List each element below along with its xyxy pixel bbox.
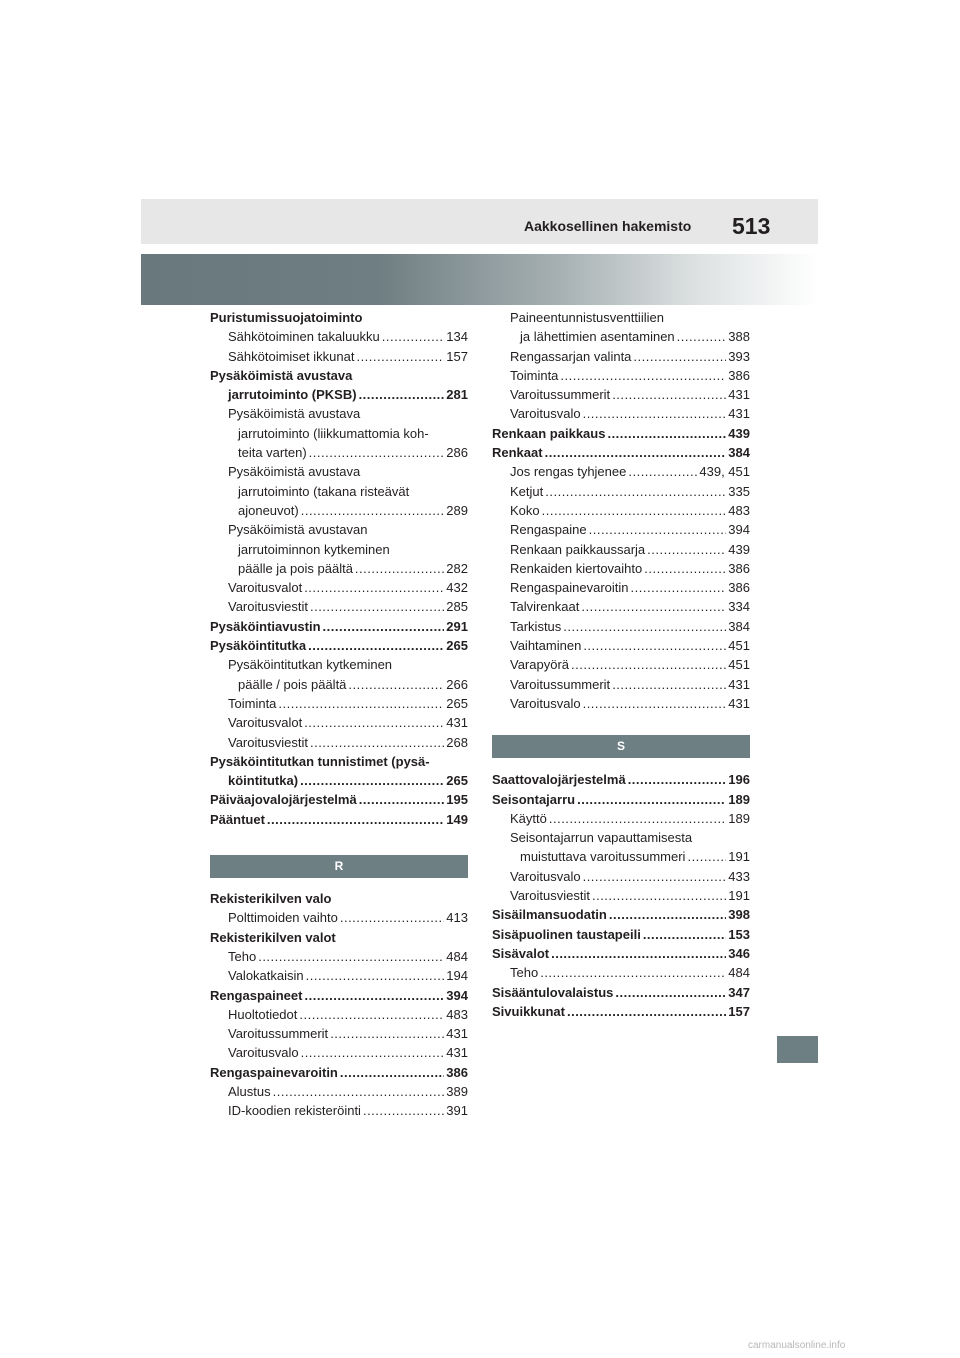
index-entry: Pysäköimistä avustavan: [228, 522, 368, 538]
leader-dots: [571, 655, 726, 674]
leader-dots: [581, 597, 726, 616]
leader-dots: [560, 366, 726, 385]
index-entry-text: Renkaan paikkaussarja: [510, 541, 646, 557]
section-header-r: R: [210, 855, 468, 878]
index-entry: [210, 617, 468, 636]
index-entry: [492, 385, 750, 404]
index-entry: [492, 327, 750, 346]
leader-dots: [348, 675, 444, 694]
index-entry-page: 432: [446, 580, 468, 596]
index-entry-page: 157: [728, 1003, 750, 1019]
index-entry-text: teita varten): [238, 445, 307, 461]
index-entry: [492, 424, 750, 443]
index-entry-page: 398: [728, 907, 750, 923]
leader-dots: [583, 404, 727, 423]
index-entry-text: Varoitusvalot: [228, 715, 303, 731]
index-entry-page: 484: [728, 965, 750, 981]
index-entry-text: Ketjut: [510, 483, 544, 499]
index-entry: [492, 694, 750, 713]
decorative-band: [141, 254, 818, 305]
index-entry-text: Pysäköintiavustin: [210, 618, 321, 634]
index-entry: [210, 675, 468, 694]
index-entry-page: 149: [446, 811, 468, 827]
index-entry: [492, 597, 750, 616]
index-entry: [492, 559, 750, 578]
index-entry-text: Varoitusvalo: [510, 695, 581, 711]
index-entry-text: Vaihtaminen: [510, 638, 582, 654]
index-entry-text: muistuttava varoitussummeri: [520, 849, 686, 865]
index-entry-page: 153: [728, 926, 750, 942]
page-title: Aakkosellinen hakemisto: [524, 218, 692, 234]
index-entry-page: 346: [728, 945, 750, 961]
index-entry-text: Sisävalot: [492, 945, 550, 961]
index-entry: [210, 694, 468, 713]
leader-dots: [330, 1024, 444, 1043]
leader-dots: [359, 385, 445, 404]
leader-dots: [355, 559, 444, 578]
leader-dots: [304, 713, 444, 732]
index-entry: [210, 597, 468, 616]
spacer: [210, 829, 468, 855]
index-block-r: [210, 889, 468, 1121]
index-entry-text: Käyttö: [510, 810, 547, 826]
leader-dots: [644, 559, 726, 578]
index-entry-text: Varoitusviestit: [510, 888, 590, 904]
index-entry-text: Varoitusvalot: [228, 580, 303, 596]
index-block-s: [492, 770, 750, 1021]
index-entry: [492, 905, 750, 924]
index-entry-text: Varoitusvalo: [228, 1045, 299, 1061]
index-entry-page: 286: [446, 445, 468, 461]
index-entry: [210, 1024, 468, 1043]
index-entry: [492, 578, 750, 597]
index-entry-page: 347: [728, 984, 750, 1000]
index-entry: [210, 713, 468, 732]
index-entry-page: 431: [446, 1026, 468, 1042]
index-entry-page: 483: [446, 1006, 468, 1022]
leader-dots: [647, 540, 726, 559]
index-entry: jarrutoiminto (takana risteävät: [238, 483, 410, 499]
index-entry-page: 431: [728, 676, 750, 692]
index-entry-text: ID-koodien rekisteröinti: [228, 1103, 361, 1119]
index-entry-page: 431: [728, 387, 750, 403]
leader-dots: [545, 482, 726, 501]
index-entry-text: päälle ja pois päältä: [238, 560, 353, 576]
index-entry: [210, 790, 468, 809]
index-entry-text: päälle / pois päältä: [238, 676, 347, 692]
index-entry: [492, 675, 750, 694]
index-entry: jarrutoiminto (liikkumattomia koh-: [238, 425, 429, 441]
index-entry-page: 265: [446, 695, 468, 711]
index-entry-page: 335: [728, 483, 750, 499]
spacer: [492, 758, 750, 770]
index-entry-text: Rengassarjan valinta: [510, 348, 632, 364]
index-entry-text: Sivuikkunat: [492, 1003, 565, 1019]
leader-dots: [577, 790, 726, 809]
index-entry: [210, 810, 468, 829]
leader-dots: [589, 520, 727, 539]
index-entry: [492, 462, 750, 481]
index-entry-text: jarrutoiminto (PKSB): [228, 387, 357, 403]
index-entry-page: 389: [446, 1083, 468, 1099]
spacer: [492, 713, 750, 735]
index-entry-page: 386: [446, 1064, 468, 1080]
index-entry: [492, 983, 750, 1002]
index-entry-page: 386: [728, 367, 750, 383]
leader-dots: [273, 1082, 445, 1101]
index-entry: [210, 443, 468, 462]
index-entry-page: 289: [446, 502, 468, 518]
index-entry-text: Seisontajarru: [492, 791, 576, 807]
index-entry-text: Rengaspaine: [510, 522, 587, 538]
leader-dots: [306, 966, 445, 985]
index-entry: Rekisterikilven valot: [210, 929, 336, 945]
leader-dots: [583, 867, 727, 886]
index-entry: [492, 847, 750, 866]
index-entry: Pysäköintitutkan tunnistimet (pysä-: [210, 753, 430, 769]
index-entry-page: 268: [446, 734, 468, 750]
index-entry: [210, 559, 468, 578]
leader-dots: [609, 905, 726, 924]
index-entry-page: 388: [728, 329, 750, 345]
index-entry-text: Saattovalojärjestelmä: [492, 772, 626, 788]
leader-dots: [592, 886, 726, 905]
index-entry: [492, 886, 750, 905]
index-entry: [492, 347, 750, 366]
leader-dots: [567, 1002, 726, 1021]
index-entry-text: ajoneuvot): [238, 502, 299, 518]
leader-dots: [631, 578, 727, 597]
index-entry-text: Jos rengas tyhjenee: [510, 464, 627, 480]
index-entry-page: 439: [728, 541, 750, 557]
index-entry: Seisontajarrun vapauttamisesta: [510, 830, 693, 846]
index-entry: [210, 347, 468, 366]
index-entry: [210, 578, 468, 597]
index-entry-text: köintitutka): [228, 773, 299, 789]
section-header-s: S: [492, 735, 750, 758]
index-entry-page: 431: [446, 715, 468, 731]
index-entry: [492, 366, 750, 385]
index-entry: [492, 501, 750, 520]
index-entry-page: 281: [446, 387, 468, 403]
leader-dots: [583, 636, 726, 655]
leader-dots: [363, 1101, 444, 1120]
index-entry: [492, 443, 750, 462]
index-entry-text: Varoitusvalo: [510, 406, 581, 422]
index-entry-page: 439: [728, 425, 750, 441]
index-entry-page: 334: [728, 599, 750, 615]
index-entry-page: 189: [728, 791, 750, 807]
index-entry-page: 189: [728, 810, 750, 826]
index-entry-text: Varapyörä: [510, 657, 570, 673]
index-entry-page: 431: [728, 695, 750, 711]
index-entry: [492, 770, 750, 789]
index-entry: [492, 520, 750, 539]
leader-dots: [612, 675, 726, 694]
index-entry-page: 391: [446, 1103, 468, 1119]
index-entry-text: Sisäilmansuodatin: [492, 907, 607, 923]
leader-dots: [299, 1005, 444, 1024]
index-entry-text: Toiminta: [228, 695, 277, 711]
index-entry: Pysäköintitutkan kytkeminen: [228, 657, 393, 673]
leader-dots: [643, 925, 726, 944]
leader-dots: [677, 327, 727, 346]
index-block-r-cont: [492, 308, 750, 713]
leader-dots: [633, 347, 726, 366]
index-entry-text: Sisäpuolinen taustapeili: [492, 926, 641, 942]
index-entry-text: Sisääntulovalaistus: [492, 984, 614, 1000]
index-entry-page: 431: [728, 406, 750, 422]
index-entry: jarrutoiminnon kytkeminen: [238, 541, 390, 557]
leader-dots: [258, 947, 444, 966]
leader-dots: [309, 443, 445, 462]
index-entry-page: 451: [728, 638, 750, 654]
index-entry-page: 393: [728, 348, 750, 364]
index-entry: [492, 925, 750, 944]
leader-dots: [300, 771, 444, 790]
leader-dots: [267, 810, 444, 829]
index-entry-page: 196: [728, 772, 750, 788]
leader-dots: [628, 462, 697, 481]
index-entry: [210, 636, 468, 655]
index-entry-page: 413: [446, 910, 468, 926]
leader-dots: [540, 963, 726, 982]
index-entry-text: Sähkötoimiset ikkunat: [228, 348, 355, 364]
leader-dots: [301, 501, 445, 520]
leader-dots: [359, 790, 445, 809]
index-entry-text: Varoitusviestit: [228, 599, 308, 615]
index-entry-text: Sähkötoiminen takaluukku: [228, 329, 380, 345]
index-column-right: [492, 308, 750, 1021]
index-entry-text: Varoitussummerit: [228, 1026, 329, 1042]
index-entry-page: 439, 451: [699, 464, 750, 480]
index-entry: [492, 867, 750, 886]
index-entry: [210, 1043, 468, 1062]
index-entry-page: 386: [728, 580, 750, 596]
index-entry: [492, 809, 750, 828]
index-entry: [210, 1005, 468, 1024]
index-entry-text: Tarkistus: [510, 618, 562, 634]
index-entry-page: 484: [446, 948, 468, 964]
index-entry-page: 194: [446, 968, 468, 984]
leader-dots: [583, 694, 727, 713]
index-entry-text: Alustus: [228, 1083, 271, 1099]
index-entry-text: Rengaspaineet: [210, 987, 303, 1003]
index-entry-text: Teho: [510, 965, 539, 981]
leader-dots: [304, 578, 444, 597]
spacer: [210, 878, 468, 889]
index-entry: [492, 404, 750, 423]
index-entry-text: Varoitusvalo: [510, 868, 581, 884]
index-entry: [210, 1082, 468, 1101]
index-entry: Paineentunnistusventtiilien: [510, 310, 664, 325]
leader-dots: [607, 424, 726, 443]
leader-dots: [323, 617, 445, 636]
index-entry-text: Koko: [510, 502, 540, 518]
index-entry: [492, 482, 750, 501]
index-entry-text: Varoitusviestit: [228, 734, 308, 750]
header-bar: [141, 199, 818, 244]
index-entry-page: 265: [446, 638, 468, 654]
watermark: carmanualsonline.info: [748, 1340, 846, 1351]
page-number: 513: [732, 213, 771, 239]
index-entry: [492, 790, 750, 809]
leader-dots: [310, 597, 444, 616]
index-entry-text: Polttimoiden vaihto: [228, 910, 338, 926]
index-entry-text: Päiväajovalojärjestelmä: [210, 792, 357, 808]
index-entry: [492, 963, 750, 982]
index-entry: Pysäköimistä avustava: [228, 406, 361, 422]
index-entry-page: 384: [728, 445, 750, 461]
index-entry: [210, 947, 468, 966]
index-entry-page: 191: [728, 849, 750, 865]
index-entry: [210, 1063, 468, 1082]
index-entry-page: 291: [446, 618, 468, 634]
chapter-thumb-tab: [777, 1036, 818, 1063]
index-entry-text: Valokatkaisin: [228, 968, 304, 984]
index-entry: [210, 986, 468, 1005]
index-entry: [492, 540, 750, 559]
index-entry: [492, 636, 750, 655]
index-entry-text: Pääntuet: [210, 811, 265, 827]
index-entry-text: Renkaat: [492, 445, 543, 461]
leader-dots: [304, 986, 444, 1005]
index-entry: [492, 944, 750, 963]
index-entry-page: 266: [446, 676, 468, 692]
index-entry-page: 134: [446, 329, 468, 345]
index-entry-page: 282: [446, 560, 468, 576]
index-entry-page: 195: [446, 792, 468, 808]
leader-dots: [628, 770, 727, 789]
index-entry-text: Huoltotiedot: [228, 1006, 298, 1022]
leader-dots: [340, 908, 444, 927]
index-entry-text: Renkaan paikkaus: [492, 425, 606, 441]
leader-dots: [563, 617, 726, 636]
index-entry: [210, 908, 468, 927]
index-entry: [210, 966, 468, 985]
index-entry: Pysäköimistä avustava: [228, 464, 361, 480]
index-entry-page: 431: [446, 1045, 468, 1061]
index-entry-page: 483: [728, 502, 750, 518]
leader-dots: [542, 501, 727, 520]
index-entry-page: 191: [728, 888, 750, 904]
index-entry: [210, 1101, 468, 1120]
index-entry-page: 285: [446, 599, 468, 615]
index-entry: [210, 501, 468, 520]
index-entry-page: 265: [446, 773, 468, 789]
index-entry-page: 394: [728, 522, 750, 538]
index-entry: [210, 327, 468, 346]
index-entry-page: 386: [728, 560, 750, 576]
index-column-left: [210, 308, 468, 1121]
leader-dots: [612, 385, 726, 404]
index-entry-page: 394: [446, 987, 468, 1003]
index-entry: Rekisterikilven valo: [210, 891, 332, 907]
index-entry: [492, 617, 750, 636]
index-entry: Pysäköimistä avustava: [210, 367, 353, 383]
index-entry: [492, 655, 750, 674]
leader-dots: [308, 636, 444, 655]
index-entry-text: ja lähettimien asentaminen: [520, 329, 675, 345]
index-entry: Puristumissuojatoiminto: [210, 310, 363, 325]
leader-dots: [687, 847, 726, 866]
leader-dots: [301, 1043, 445, 1062]
index-entry-page: 433: [728, 868, 750, 884]
index-entry-text: Teho: [228, 948, 257, 964]
index-entry-text: Talvirenkaat: [510, 599, 580, 615]
index-entry-text: Toiminta: [510, 367, 559, 383]
leader-dots: [278, 694, 444, 713]
leader-dots: [340, 1063, 444, 1082]
index-entry: [210, 733, 468, 752]
leader-dots: [615, 983, 726, 1002]
index-entry-text: Varoitussummerit: [510, 676, 611, 692]
index-block-p: [210, 308, 468, 829]
index-entry-page: 384: [728, 618, 750, 634]
leader-dots: [549, 809, 726, 828]
index-entry: [210, 771, 468, 790]
index-entry-text: Rengaspainevaroitin: [510, 580, 629, 596]
index-entry-text: Rengaspainevaroitin: [210, 1064, 338, 1080]
index-entry-page: 157: [446, 348, 468, 364]
index-entry-text: Pysäköintitutka: [210, 638, 307, 654]
index-entry-text: Varoitussummerit: [510, 387, 611, 403]
leader-dots: [551, 944, 726, 963]
leader-dots: [545, 443, 727, 462]
leader-dots: [356, 347, 444, 366]
index-entry: [210, 385, 468, 404]
index-entry: [492, 1002, 750, 1021]
leader-dots: [310, 733, 444, 752]
index-entry-text: Renkaiden kiertovaihto: [510, 560, 643, 576]
index-entry-page: 451: [728, 657, 750, 673]
leader-dots: [382, 327, 445, 346]
